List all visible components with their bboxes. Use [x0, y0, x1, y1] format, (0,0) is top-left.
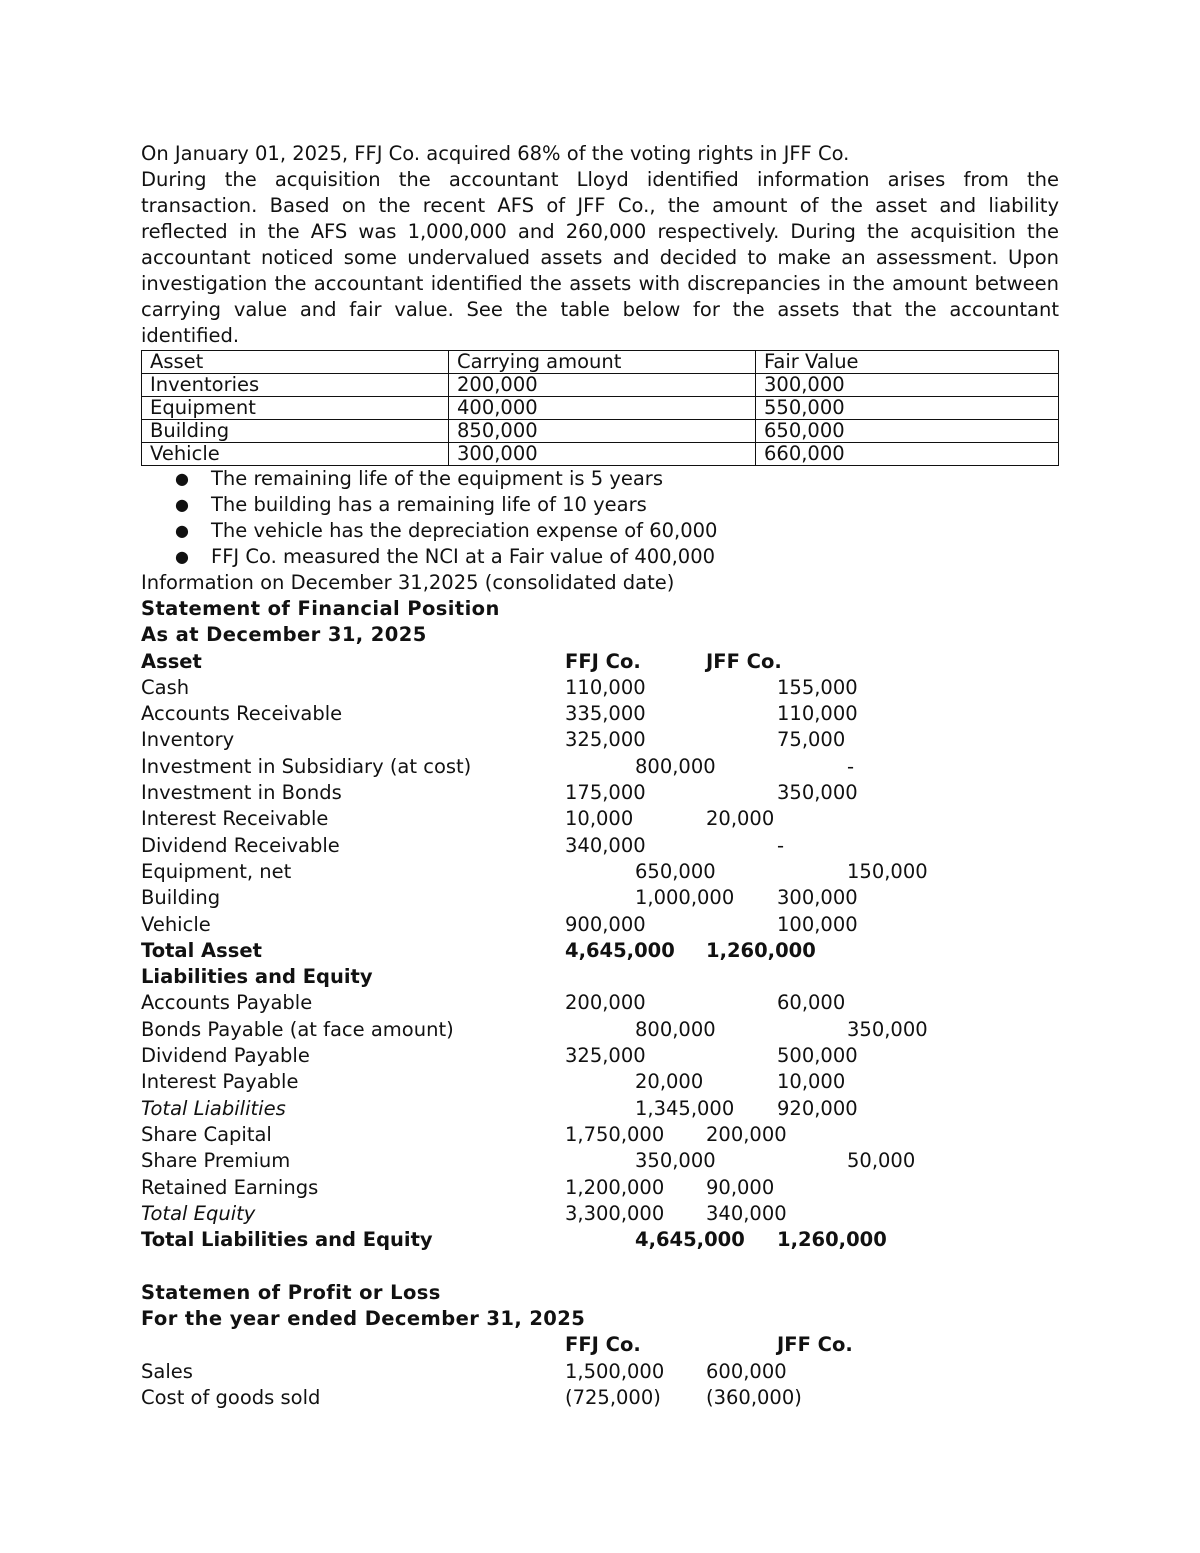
- section-heading: Liabilities and Equity: [141, 965, 373, 989]
- table-cell: 300,000: [756, 374, 1059, 397]
- table-cell: 850,000: [449, 420, 756, 443]
- list-item: [141, 466, 1059, 492]
- para-line-6: carrying value and fair value. See the table below for the assets that the accountant: [141, 298, 1059, 321]
- header-jff: JFF Co.: [706, 649, 782, 673]
- para-line-4: accountant noticed some undervalued assets and decided to make an assessment. Upon: [141, 246, 1059, 269]
- table-cell: Building: [142, 420, 449, 443]
- document-page: [141, 140, 1059, 1411]
- para-line-3: reflected in the AFS was 1,000,000 and 260,000 respectively. During the acquisition the: [141, 220, 1059, 243]
- sfp-title: Statement of Financial Position: [141, 597, 500, 620]
- sfp-subtitle: As at December 31, 2025: [141, 623, 427, 647]
- table-row: Cash 110,000 155,000: [141, 675, 858, 699]
- header-ffj: FFJ Co.: [565, 1333, 641, 1357]
- bullet-icon: ●: [175, 521, 189, 540]
- para-line-1: During the acquisition the accountant Lloyd identified information arises from the: [141, 168, 1059, 191]
- bullet-icon: ●: [175, 469, 189, 488]
- table-header-cell: Fair Value: [756, 351, 1059, 374]
- asset-table: [141, 350, 1059, 466]
- table-cell: 550,000: [756, 397, 1059, 420]
- table-row: [142, 397, 1059, 420]
- table-row: Share Capital 1,750,000 200,000: [141, 1122, 787, 1146]
- table-row: Bonds Payable (at face amount) 800,000 350,000: [141, 1017, 928, 1041]
- table-row: Accounts Payable 200,000 60,000: [141, 991, 846, 1015]
- header-ffj: FFJ Co.: [565, 649, 641, 673]
- table-row: Cost of goods sold (725,000) (360,000): [141, 1385, 802, 1409]
- table-row: Vehicle 900,000 100,000: [141, 912, 858, 936]
- table-header-cell: Carrying amount: [449, 351, 756, 374]
- table-cell: Equipment: [142, 397, 449, 420]
- table-row: Interest Receivable 10,000 20,000: [141, 807, 775, 831]
- note-text: The remaining life of the equipment is 5 years: [211, 467, 663, 490]
- spl-title: Statemen of Profit or Loss: [141, 1280, 441, 1304]
- intro-paragraph: [141, 167, 1059, 349]
- table-row: [142, 443, 1059, 466]
- bullet-icon: ●: [175, 495, 189, 514]
- total-row: Total Asset 4,645,000 1,260,000: [141, 938, 816, 962]
- note-text: The vehicle has the depreciation expense of 60,000: [211, 519, 718, 542]
- table-cell: 300,000: [449, 443, 756, 466]
- header-jff: JFF Co.: [777, 1333, 853, 1357]
- list-item: [141, 492, 1059, 518]
- table-row: Retained Earnings 1,200,000 90,000: [141, 1175, 775, 1199]
- header-label: Asset: [141, 649, 202, 673]
- table-row: Dividend Receivable 340,000 -: [141, 833, 785, 857]
- table-cell: 660,000: [756, 443, 1059, 466]
- table-row: Total Liabilities 1,345,000 920,000: [141, 1096, 858, 1120]
- list-item: [141, 544, 1059, 570]
- total-row: Total Liabilities and Equity 4,645,000 1,260,000: [141, 1228, 887, 1252]
- table-header-cell: Asset: [142, 351, 449, 374]
- sfp-header: [141, 649, 1059, 675]
- bullet-icon: ●: [175, 547, 189, 566]
- notes-list: [141, 466, 1059, 570]
- table-row: Sales 1,500,000 600,000: [141, 1359, 787, 1383]
- table-row: Share Premium 350,000 50,000: [141, 1149, 916, 1173]
- table-cell: Vehicle: [142, 443, 449, 466]
- table-row: [142, 374, 1059, 397]
- note-text: The building has a remaining life of 10 years: [211, 493, 647, 516]
- table-row: Investment in Subsidiary (at cost) 800,000 -: [141, 754, 855, 778]
- info-line: Information on December 31,2025 (consolidated date): [141, 571, 675, 594]
- para-line-2: transaction. Based on the recent AFS of JFF Co., the amount of the asset and liability: [141, 194, 1059, 217]
- table-row: Investment in Bonds 175,000 350,000: [141, 781, 858, 805]
- table-cell: 200,000: [449, 374, 756, 397]
- table-header-row: [142, 351, 1059, 374]
- table-cell: Inventories: [142, 374, 449, 397]
- table-row: Equipment, net 650,000 150,000: [141, 859, 928, 883]
- table-row: Total Equity 3,300,000 340,000: [141, 1201, 787, 1225]
- table-row: [142, 420, 1059, 443]
- spl-subtitle: For the year ended December 31, 2025: [141, 1307, 586, 1331]
- table-row: Accounts Receivable 335,000 110,000: [141, 702, 858, 726]
- table-cell: 650,000: [756, 420, 1059, 443]
- table-row: Dividend Payable 325,000 500,000: [141, 1044, 858, 1068]
- table-cell: 400,000: [449, 397, 756, 420]
- spacer: [141, 1253, 1059, 1279]
- note-text: FFJ Co. measured the NCI at a Fair value of 400,000: [211, 545, 716, 568]
- spl-header: [141, 1332, 1059, 1358]
- para-line-7: identified.: [141, 324, 240, 347]
- table-row: Interest Payable 20,000 10,000: [141, 1070, 846, 1094]
- list-item: [141, 518, 1059, 544]
- table-row: Inventory 325,000 75,000: [141, 728, 846, 752]
- para-line-5: investigation the accountant identified the assets with discrepancies in the amount between: [141, 272, 1059, 295]
- intro-line: On January 01, 2025, FFJ Co. acquired 68% of the voting rights in JFF Co.: [141, 142, 850, 165]
- table-row: Building 1,000,000 300,000: [141, 886, 858, 910]
